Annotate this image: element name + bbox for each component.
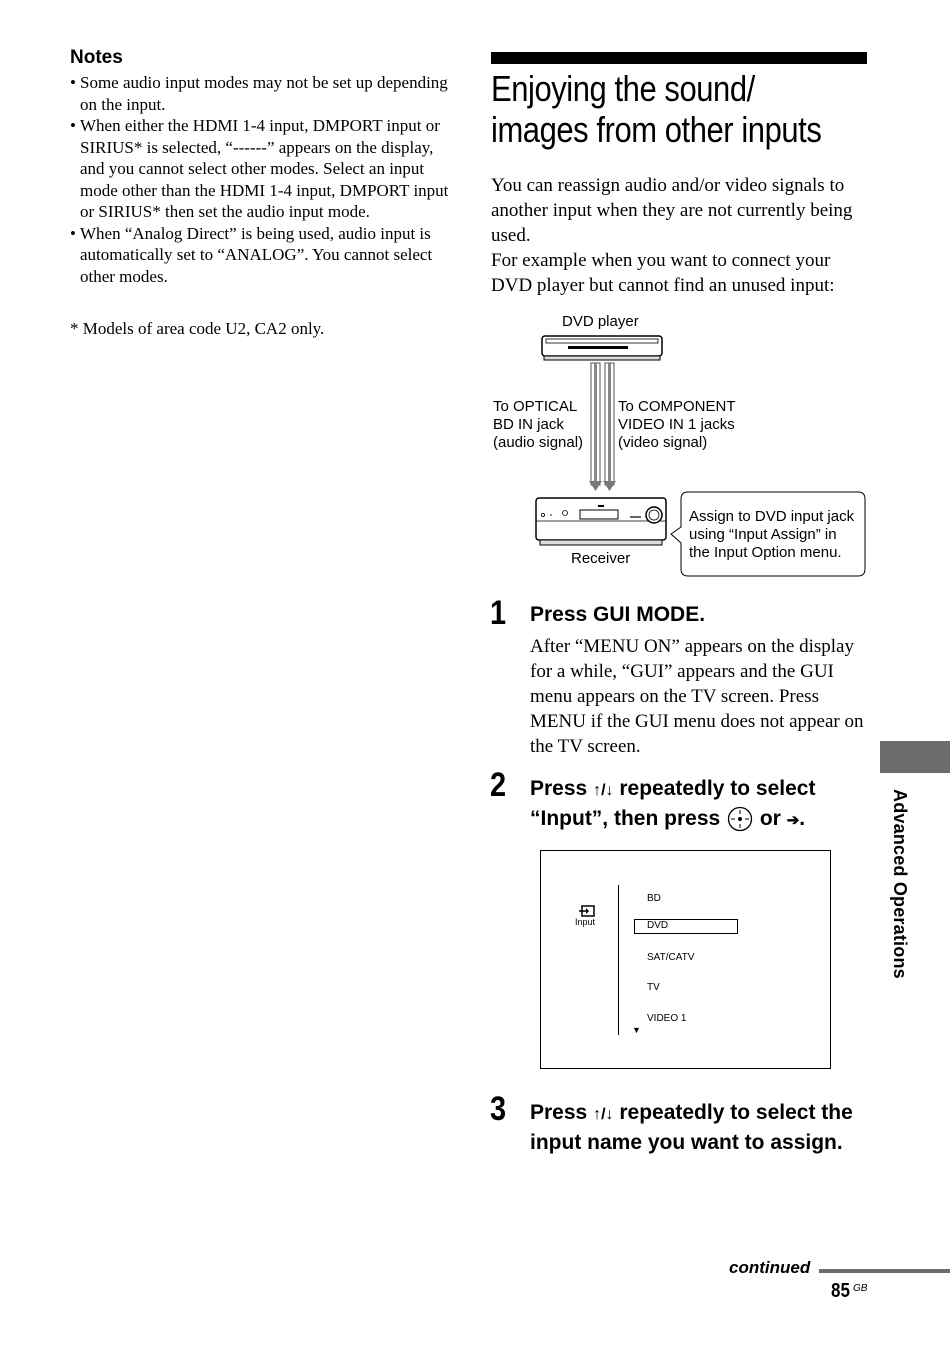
step-heading: Press GUI MODE. (530, 603, 706, 626)
footnote: * Models of area code U2, CA2 only. (70, 319, 325, 338)
gui-menu-item-selected[interactable]: DVD (647, 920, 669, 931)
title-bar (491, 52, 867, 64)
step-number: 3 (490, 1090, 507, 1128)
connection-diagram (488, 305, 868, 580)
text-part: Press (530, 777, 594, 800)
step-heading (530, 1099, 875, 1157)
text-part: . (799, 807, 806, 830)
text-part: repeatedly to select “Input”, then press (530, 777, 816, 830)
text-part: repeatedly to select the input name you want to assign. (530, 1101, 853, 1154)
intro-paragraph: You can reassign audio and/or video signals to another input when they are not currently being used. (491, 175, 853, 246)
note-text: When “Analog Direct” is being used, audio input is automatically set to “ANALOG”. You cannot select other modes. (80, 223, 433, 286)
step-heading (530, 775, 875, 835)
scroll-down-indicator-icon: ▼ (632, 1025, 641, 1035)
notes-list (70, 72, 450, 287)
note-text: Some audio input modes may not be set up depending on the input. (80, 73, 448, 114)
receiver-label: Receiver (571, 550, 631, 567)
cable-arrows (589, 363, 616, 491)
gui-screen (540, 850, 831, 1069)
note-item (70, 115, 450, 223)
title-line-2: images from other inputs (491, 109, 822, 150)
enter-button-icon (726, 805, 754, 833)
bullet: • (70, 73, 76, 92)
continued-label: continued (729, 1258, 811, 1277)
up-down-arrow-icon: ↑/↓ (593, 782, 614, 799)
input-icon (579, 905, 595, 917)
page-number: 85 (831, 1280, 850, 1302)
note-text: When either the HDMI 1-4 input, DMPORT input or SIRIUS* is selected, “------” appears on the display, and you cannot select other modes. Select an input mode other than the HDMI 1-4 input, DMPORT input or SIRIUS* then set the audio input mode. (80, 116, 449, 221)
continued-rule (819, 1269, 950, 1273)
step-number: 1 (490, 594, 507, 632)
note-item (70, 223, 450, 288)
gui-category-label: Input (575, 917, 596, 927)
bullet: • (70, 223, 76, 243)
gui-divider (618, 885, 619, 1035)
note-item (70, 72, 450, 115)
up-down-arrow-icon: ↑/↓ (593, 1106, 614, 1123)
notes-heading: Notes (70, 47, 123, 68)
side-tab-label: Advanced Operations (890, 789, 910, 979)
gui-menu-item[interactable]: TV (647, 982, 660, 993)
step-body: After “MENU ON” appears on the display for a while, “GUI” appears and the GUI menu appears on the TV screen. Press MENU if the GUI menu does not appear on the TV screen. (530, 636, 864, 757)
title-line-1: Enjoying the sound/ (491, 68, 755, 109)
bullet: • (70, 116, 76, 135)
gui-menu-item[interactable]: SAT/CATV (647, 952, 695, 963)
gui-menu-item[interactable]: BD (647, 893, 661, 904)
right-arrow-icon: ➔ (786, 812, 800, 829)
callout-text: Assign to DVD input jack using “Input Assign” in the Input Option menu. (689, 508, 855, 561)
text-part: Press (530, 1101, 594, 1124)
gui-menu-item[interactable]: VIDEO 1 (647, 1013, 687, 1024)
optical-label: To OPTICAL BD IN jack (audio signal) (493, 398, 584, 451)
component-label: To COMPONENT VIDEO IN 1 jacks (video signal) (618, 398, 736, 451)
intro-paragraph: For example when you want to connect your DVD player but cannot find an unused input: (491, 250, 835, 296)
page-title (491, 68, 852, 150)
step-number: 2 (490, 766, 507, 804)
intro-text (491, 173, 876, 298)
dvd-player-label: DVD player (562, 313, 639, 330)
text-part: or (754, 807, 787, 830)
page-region-suffix: GB (853, 1283, 868, 1294)
receiver-icon (536, 498, 666, 545)
dvd-player-icon (542, 336, 662, 360)
side-tab-marker (880, 741, 950, 773)
